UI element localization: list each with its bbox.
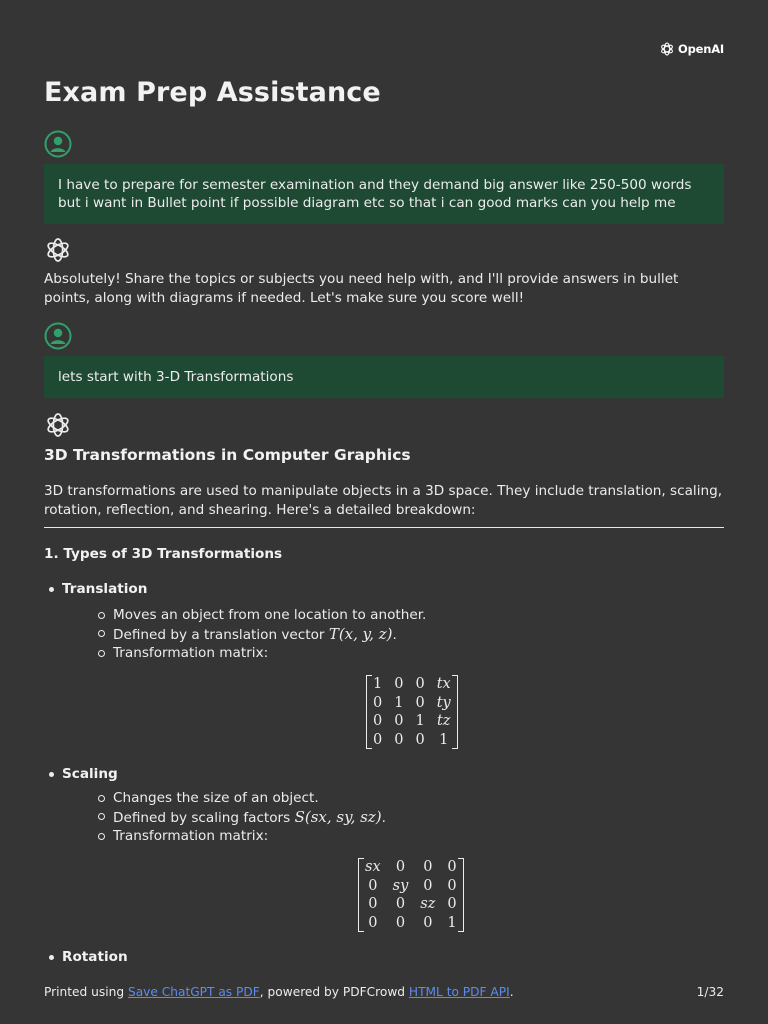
user-message: I have to prepare for semester examination and they demand big answer like 250-500 words but i want in Bullet point if possible diagram etc so that i can good marks can you help me [44,164,724,224]
save-chatgpt-link[interactable]: Save ChatGPT as PDF [127,985,260,999]
matrix-cell: 1 [439,731,449,748]
matrix-cell: sx [365,859,381,875]
matrix-cell: 0 [373,731,383,748]
matrix-cell: 0 [373,713,383,730]
matrix-cell: sy [392,877,409,894]
matrix-cell: 0 [395,859,406,875]
answer-intro: 3D transformations are used to manipulate objects in a 3D space. They include translation, scaling, rotation, reflection, and shearing. Here's a detailed breakdown: [44,483,723,518]
sub-bullet: Moves an object from one location to another. [113,607,427,623]
divider [44,527,724,528]
chatgpt-avatar-icon [44,411,72,439]
matrix-table [358,858,464,932]
chatgpt-avatar-icon [44,236,72,264]
matrix-row [359,877,464,896]
openai-brand [659,41,724,57]
matrix-cell: 0 [395,896,406,913]
matrix-cell: 0 [423,914,433,931]
matrix-row [367,731,458,750]
print-footer [44,985,514,999]
page-number: 1/32 [696,985,724,999]
sub-bullet-text: Defined by scaling factors [113,810,295,826]
matrix-cell: 0 [415,694,425,711]
bullet-scaling: Scaling [62,766,118,782]
sub-bullet [113,625,397,643]
math-expression: T(x, y, z) [328,625,393,643]
matrix-row [359,858,464,877]
matrix-cell: 0 [395,914,406,931]
matrix-cell: 0 [423,877,433,894]
answer-heading: 3D Transformations in Computer Graphics [44,446,411,464]
matrix-cell: tx [436,676,451,692]
matrix-cell: 0 [394,731,404,748]
matrix-cell: 0 [368,877,378,894]
matrix-cell: 0 [373,694,383,711]
page-title: Exam Prep Assistance [44,77,381,108]
footer-text: Printed using [44,985,128,999]
matrix-cell: 0 [415,676,425,692]
matrix-cell: ty [436,694,451,711]
matrix-cell: tz [436,713,451,730]
matrix-cell: 1 [415,713,425,730]
bullet-translation: Translation [62,581,148,597]
matrix-cell: 0 [394,713,404,730]
footer-text: . [509,985,514,999]
matrix-cell: 1 [373,676,383,692]
matrix-cell: 0 [368,914,378,931]
matrix-cell: 1 [394,694,404,711]
matrix-cell: 0 [394,676,404,692]
matrix-cell: 1 [447,914,457,931]
footer-text: , powered by PDFCrowd [259,985,409,999]
section-heading: 1. Types of 3D Transformations [44,546,283,562]
matrix-cell: sz [420,896,436,913]
html-to-pdf-link[interactable]: HTML to PDF API [408,985,510,999]
openai-logo-icon [659,41,675,57]
sub-bullet-period: . [381,810,386,826]
matrix-row [367,675,458,694]
sub-bullet-text: Defined by a translation vector [113,627,329,643]
user-avatar-icon [44,130,72,158]
sub-bullet: Transformation matrix: [113,828,269,844]
matrix-cell: 0 [423,859,433,875]
matrix-cell: 0 [447,859,457,875]
sub-bullet-period: . [392,627,397,643]
translation-matrix [366,675,458,749]
user-message: lets start with 3-D Transformations [44,356,724,398]
matrix-row [367,694,458,713]
matrix-cell: 0 [415,731,425,748]
sub-bullet: Changes the size of an object. [113,790,319,806]
assistant-message: Absolutely! Share the topics or subjects you need help with, and I'll provide answers in bullet points, along with diagrams if needed. Let's make sure you score well! [44,271,679,306]
bullet-rotation: Rotation [62,949,128,965]
matrix-row [367,712,458,731]
scaling-matrix [358,858,464,932]
sub-bullet [113,808,386,826]
matrix-table [366,675,458,749]
user-avatar-icon [44,322,72,350]
matrix-cell: 0 [368,896,378,913]
brand-label: OpenAI [678,42,724,56]
math-expression: S(sx, sy, sz) [294,808,382,826]
sub-bullet: Transformation matrix: [113,645,269,661]
matrix-cell: 0 [447,896,457,913]
matrix-row [359,914,464,933]
matrix-cell: 0 [447,877,457,894]
matrix-row [359,895,464,914]
